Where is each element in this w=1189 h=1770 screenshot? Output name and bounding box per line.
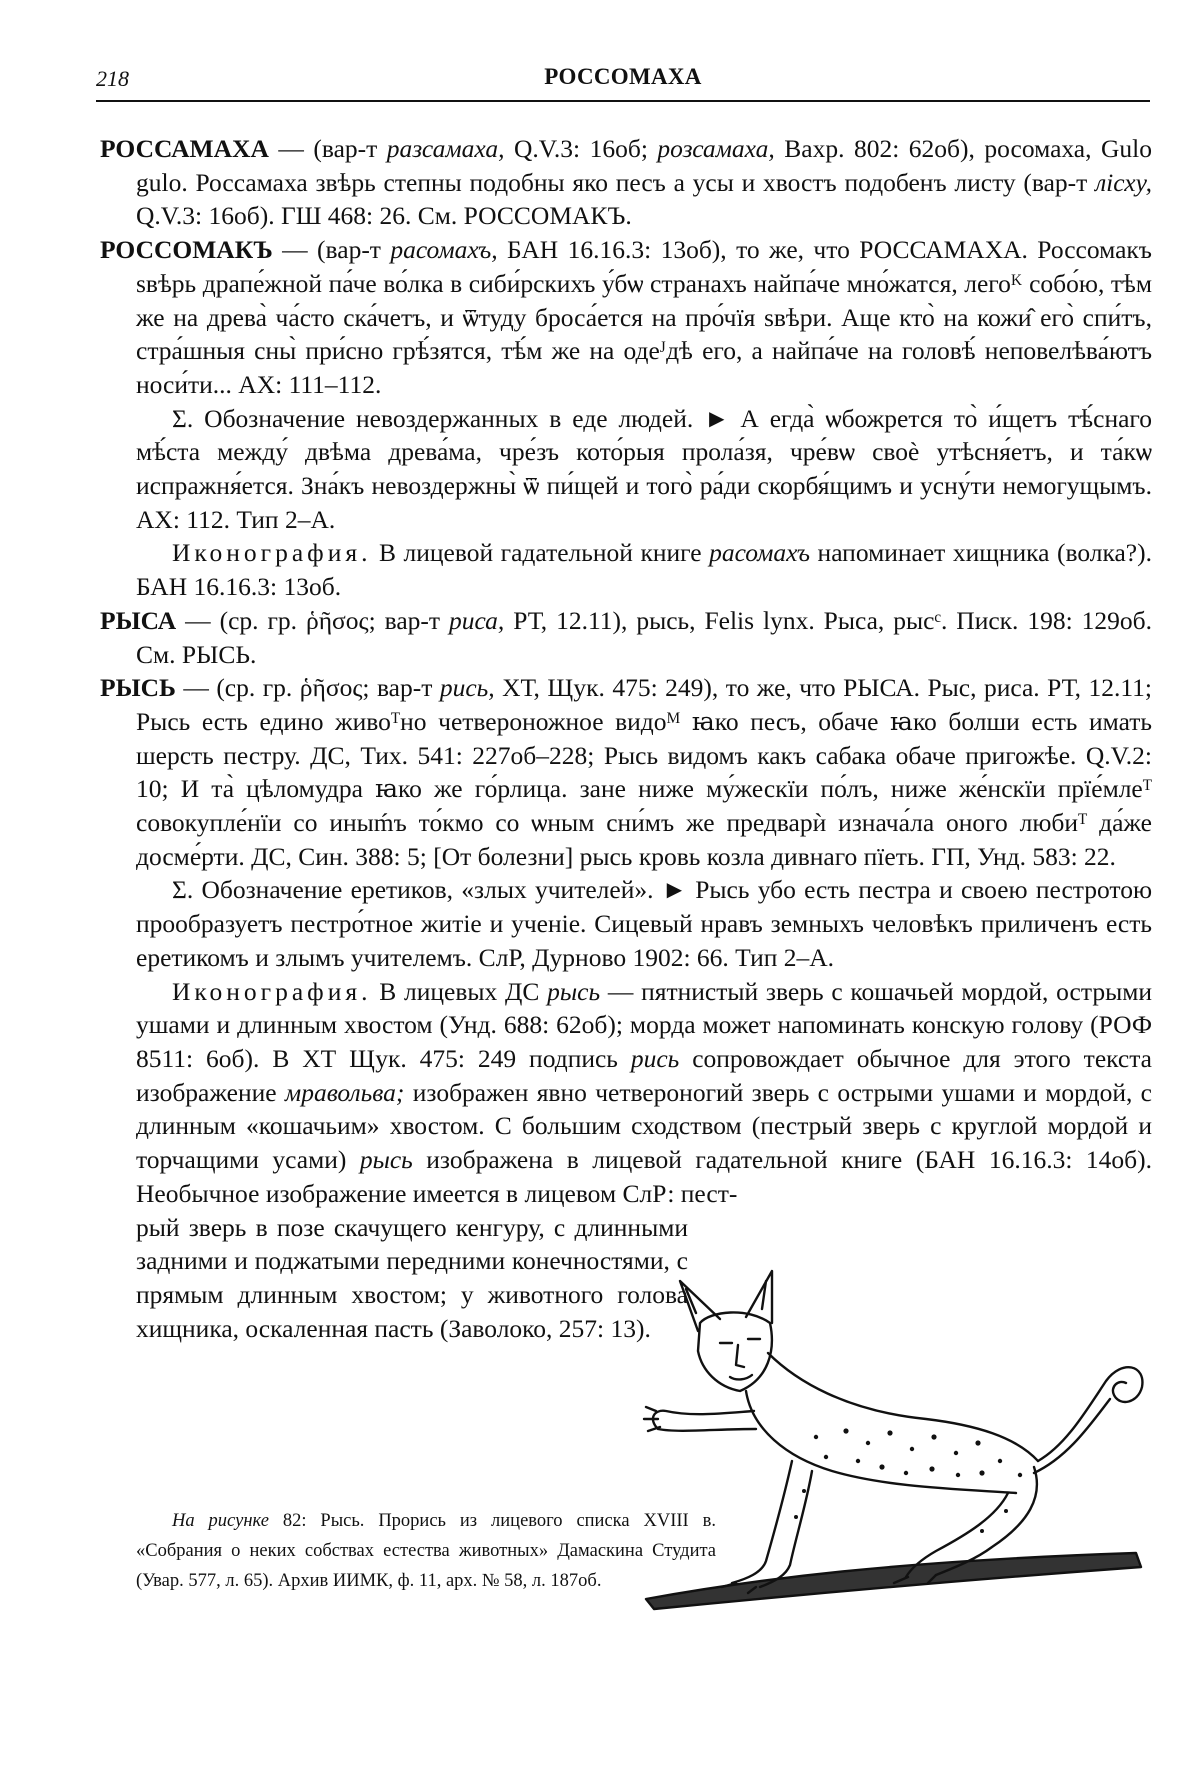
entry-text: — (ср. гр. ῥῆσος; вар-т [175,673,440,703]
paragraph-text: изображена в лицевой гадательной книге (БАН 16.16.3: 14об). Необычное изображение имеется в лицевом СлР: пест- [136,1145,1152,1208]
variant-form: розсамаха, [657,134,775,163]
variant-form: расомахъ [709,538,811,568]
entry-text: — (ср. гр. ῥῆσος; вар-т [176,605,450,635]
entry-text: — (вар-т [268,134,387,163]
page-header [96,58,1150,102]
figure-caption [136,1506,716,1596]
variant-form: рись [630,1043,680,1073]
caption-label: На рисунке [172,1510,269,1531]
paragraph-text: сопровождает обычное для этого текста изображение [136,1043,1152,1107]
iconography-continued: рый зверь в позе скачущего кенгуру, с длинными задними и поджатыми передними конечностями, с прямым длинным хвостом; у животного голова хищника, оскаленная пасть (Заволоко, 257: 13). [136,1212,688,1343]
variant-form: лiсху, [1095,167,1152,197]
variant-form: разсамаха, [386,134,505,163]
page-number: 218 [96,66,129,91]
dictionary-content [100,132,1152,1681]
variant-form: рись, [439,673,495,703]
paragraph-text: — пятнистый зверь с кошачьей мордой, острыми ушами и длинным хвостом (Унд. 688: 62об); морда может напоминать конскую голову (РОФ 8511: 6об). В ХТ Щук. 475: 249 подпись [136,976,1152,1073]
caption-text: 82: Рысь. Прорись из лицевого списка XVIII в. «Собрания о неких собствах естества животных» Дамаскина Студита (Увар. 577, л. 65). Архив ИИМК, ф. 11, арх. № 58, л. 187об. [136,1510,716,1591]
entry-rys [100,671,1152,873]
lynx-illustration [636,1261,1156,1621]
iconography-label: Иконография. [172,976,372,1006]
entry-rysa [100,604,1152,671]
headword: РЫСА [100,605,177,635]
iconography-paragraph [100,536,1152,603]
running-head: РОССОМАХА [544,64,702,89]
symbolism-paragraph: Σ. Обозначение невоздержанных в еде людей. ► А егда̀ ѡбожрется то̀ и́щетъ тѣ́снаго мѣ́ста между́ двѣма древа́ма, чре́зъ кото́рыя прола́зя, чре́вѡ своѐ утѣсня́етъ, и та́кѡ испражня́ется. Зна́къ невоздержны̀ ѿ пи́щей и того̀ ра́ди скорбя́щимъ и усну́ти немогущымъ. АХ: 112. Тип 2–А. [136,403,1152,534]
iconography-label: Иконография. [172,538,372,568]
entry-text: Q.V.3: 16об). ГШ 468: 26. См. РОССОМАКЪ. [136,201,632,231]
entry-text: ХТ, Щук. 475: 249), то же, что РЫСА. Рыс, риса. РТ, 12.11; Рысь есть едино живоᵀно четвероножное видоᴹ ꙗко песъ, обаче ꙗко болши есть имать шерсть пестру. ДС, Тих. 541: 227об–228; Рысь видомъ какъ сабака обаче пригожѣе. Q.V.2: 10; И та̀ цѣломудра ꙗко же го́рлица. зане ниже му́жескїи по́лъ, ниже же́нскїи прїе́млеᵀ совокупле́нїи со иныḿъ то́кмо со ѡным сни́мъ же предварѝ изнача́ла оного любиᵀ да́же досме́рти. ДС, Син. 388: 5; [От болезни] рысь кровь козла дивнаго пïеть. ГП, Унд. 583: 22. [136,673,1152,871]
paragraph-text: напоминает хищника (волка?). БАН 16.16.3: 13об. [136,538,1152,602]
entry-rossomak [100,233,1152,402]
paragraph-text: В лицевых ДС [371,976,548,1006]
iconography-paragraph [100,975,1152,1211]
paragraph-text: изображен явно четвероногий зверь с острыми ушами и мордой, с длинным «кошачьим» хвостом. С большим сходством (пестрый зверь с круглой мордой и торчащими усами) [136,1077,1152,1175]
figure-block [100,1211,1152,1681]
variant-form: расомахъ, [390,235,498,265]
variant-form: рысь [547,976,601,1006]
headword: РОССОМАКЪ [100,235,273,265]
entry-text: РТ, 12.11), рысь, Felis lynx. Рыса, рысᶜ. Писк. 198: 129об. См. РЫСЬ. [136,605,1152,669]
headword: РОССАМАХА [100,134,269,163]
paragraph-text: В лицевой гадательной книге [371,538,710,568]
entry-text: Q.V.3: 16об; [504,134,658,163]
headword: РЫСЬ [100,673,176,703]
entry-text: Вахр. 802: 62об), росомаха, Gulo gulo. Россамаха звѣрь степны подобны яко песъ а усы и хвостъ подобенъ листу (вар-т [136,134,1153,197]
entry-rossamakha [100,132,1152,233]
entry-text: БАН 16.16.3: 13об), то же, что РОССАМАХА. Россомакъ ѕвѣрь драпе́жной па́че во́лка в сиби́рскихъ у́бѡ странахъ найпа́че мно́жатся, легоᴷ собо́ю, тѣм же на древа̀ ча́сто ска́четъ, и ѿтуду броса́ется на про́чїя ѕвѣри. Аще кто̀ на кожи̂ его̀ спи́тъ, стра́шныя сны̀ при́сно грѣ́зятся, тѣ́м же на одеᴶдѣ его, а найпа́че на головѣ́ неповелѣва́ютъ носи́ти... АХ: 111–112. [136,235,1152,399]
variant-form: рысь [359,1145,413,1175]
entry-text: — (вар-т [272,235,391,265]
variant-form: риса, [449,605,505,635]
variant-form: мравольва; [284,1077,405,1107]
symbolism-paragraph: Σ. Обозначение еретиков, «злых учителей». ► Рысь убо есть пестра и своею пестротою прообразуетъ пестро́тное житiе и ученiе. Сицевый нравъ земныхъ человѣкъ приличенъ есть еретикомъ и злымъ учителемъ. СлР, Дурново 1902: 66. Тип 2–А. [136,875,1152,972]
